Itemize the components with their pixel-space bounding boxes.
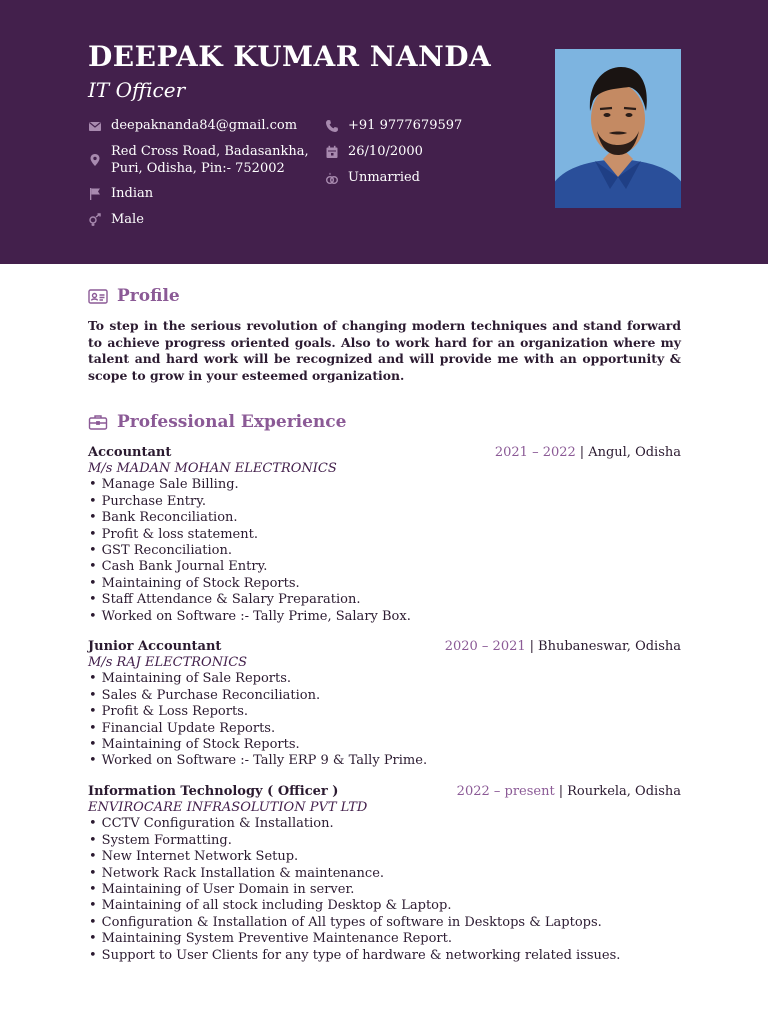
id-card-icon bbox=[88, 287, 108, 305]
dob-text: 26/10/2000 bbox=[348, 144, 423, 159]
separator: | bbox=[579, 445, 585, 460]
experience-entry-2 bbox=[88, 639, 681, 770]
list-item: • Maintaining of Stock Reports. bbox=[88, 737, 681, 753]
list-item: • Staff Attendance & Salary Preparation. bbox=[88, 592, 681, 608]
job-location: Angul, Odisha bbox=[588, 445, 681, 460]
list-item: • Support to User Clients for any type of hardware & networking related issues. bbox=[88, 948, 681, 964]
list-item: • New Internet Network Setup. bbox=[88, 849, 681, 865]
experience-entry-1 bbox=[88, 445, 681, 625]
list-item: • Maintaining of Stock Reports. bbox=[88, 576, 681, 592]
phone-text: +91 9777679597 bbox=[348, 118, 463, 133]
list-item: • CCTV Configuration & Installation. bbox=[88, 816, 681, 832]
separator: | bbox=[558, 784, 564, 799]
phone-icon bbox=[325, 119, 339, 133]
job-duties-list bbox=[88, 477, 681, 625]
header-banner bbox=[0, 0, 768, 264]
calendar-icon bbox=[325, 145, 339, 159]
experience-heading-text: Professional Experience bbox=[117, 412, 347, 432]
job-company: M/s MADAN MOHAN ELECTRONICS bbox=[88, 461, 337, 476]
profile-photo bbox=[555, 49, 681, 208]
contact-marital-status bbox=[325, 169, 420, 186]
job-role: Junior Accountant bbox=[88, 639, 222, 654]
profile-heading bbox=[88, 286, 180, 306]
list-item: • Purchase Entry. bbox=[88, 494, 681, 510]
list-item: • Manage Sale Billing. bbox=[88, 477, 681, 493]
job-title: IT Officer bbox=[88, 78, 186, 102]
list-item: • Configuration & Installation of All types of software in Desktops & Laptops. bbox=[88, 915, 681, 931]
experience-heading bbox=[88, 412, 346, 432]
nationality-text: Indian bbox=[111, 186, 154, 201]
address-line-1: Red Cross Road, Badasankha, bbox=[111, 144, 309, 159]
profile-summary: To step in the serious revolution of changing modern techniques and stand forward to achieve progress oriented goals. Also to work hard for an organization where my talent and hard work will be recognized and will provide me with an opportunity & scope to grow in your esteemed organization. bbox=[88, 318, 681, 383]
list-item: • Network Rack Installation & maintenance. bbox=[88, 866, 681, 882]
job-company: ENVIROCARE INFRASOLUTION PVT LTD bbox=[88, 800, 368, 815]
job-date-location bbox=[457, 784, 681, 800]
portrait-image bbox=[555, 49, 681, 208]
contact-email[interactable] bbox=[88, 117, 297, 134]
location-pin-icon bbox=[88, 153, 102, 167]
address-line-2: Puri, Odisha, Pin:- 752002 bbox=[111, 161, 285, 176]
contact-dob bbox=[325, 143, 423, 160]
contact-phone[interactable] bbox=[325, 117, 462, 134]
list-item: • Financial Update Reports. bbox=[88, 721, 681, 737]
job-location: Rourkela, Odisha bbox=[567, 784, 681, 799]
list-item: • Bank Reconciliation. bbox=[88, 510, 681, 526]
list-item: • Profit & Loss Reports. bbox=[88, 704, 681, 720]
list-item: • Maintaining System Preventive Maintenance Report. bbox=[88, 931, 681, 947]
separator: | bbox=[529, 639, 535, 654]
job-company: M/s RAJ ELECTRONICS bbox=[88, 655, 248, 670]
envelope-icon bbox=[88, 119, 102, 133]
flag-icon bbox=[88, 187, 102, 201]
list-item: • Profit & loss statement. bbox=[88, 527, 681, 543]
email-text: deepaknanda84@gmail.com bbox=[111, 118, 298, 133]
experience-entry-3 bbox=[88, 784, 681, 964]
list-item: • Worked on Software :- Tally Prime, Salary Box. bbox=[88, 609, 681, 625]
job-role: Accountant bbox=[88, 445, 172, 460]
person-name: DEEPAK KUMAR NANDA bbox=[88, 40, 492, 73]
contact-nationality bbox=[88, 185, 153, 202]
list-item: • Maintaining of Sale Reports. bbox=[88, 671, 681, 687]
job-dates: 2022 – present bbox=[456, 784, 555, 799]
job-dates: 2020 – 2021 bbox=[444, 639, 526, 654]
list-item: • GST Reconciliation. bbox=[88, 543, 681, 559]
list-item: • System Formatting. bbox=[88, 833, 681, 849]
gender-icon bbox=[88, 213, 102, 227]
job-duties-list bbox=[88, 816, 681, 964]
job-date-location bbox=[445, 639, 681, 655]
list-item: • Worked on Software :- Tally ERP 9 & Tally Prime. bbox=[88, 753, 681, 769]
gender-text: Male bbox=[111, 212, 144, 227]
list-item: • Cash Bank Journal Entry. bbox=[88, 559, 681, 575]
contact-address bbox=[88, 143, 309, 177]
job-duties-list bbox=[88, 671, 681, 769]
job-date-location bbox=[495, 445, 681, 461]
rings-icon bbox=[325, 171, 339, 185]
profile-heading-text: Profile bbox=[117, 286, 180, 306]
list-item: • Maintaining of all stock including Desktop & Laptop. bbox=[88, 898, 681, 914]
job-location: Bhubaneswar, Odisha bbox=[538, 639, 681, 654]
job-dates: 2021 – 2022 bbox=[494, 445, 576, 460]
list-item: • Maintaining of User Domain in server. bbox=[88, 882, 681, 898]
contact-gender bbox=[88, 211, 144, 228]
briefcase-icon bbox=[88, 413, 108, 431]
list-item: • Sales & Purchase Reconciliation. bbox=[88, 688, 681, 704]
marital-status-text: Unmarried bbox=[348, 170, 421, 185]
job-role: Information Technology ( Officer ) bbox=[88, 784, 339, 799]
